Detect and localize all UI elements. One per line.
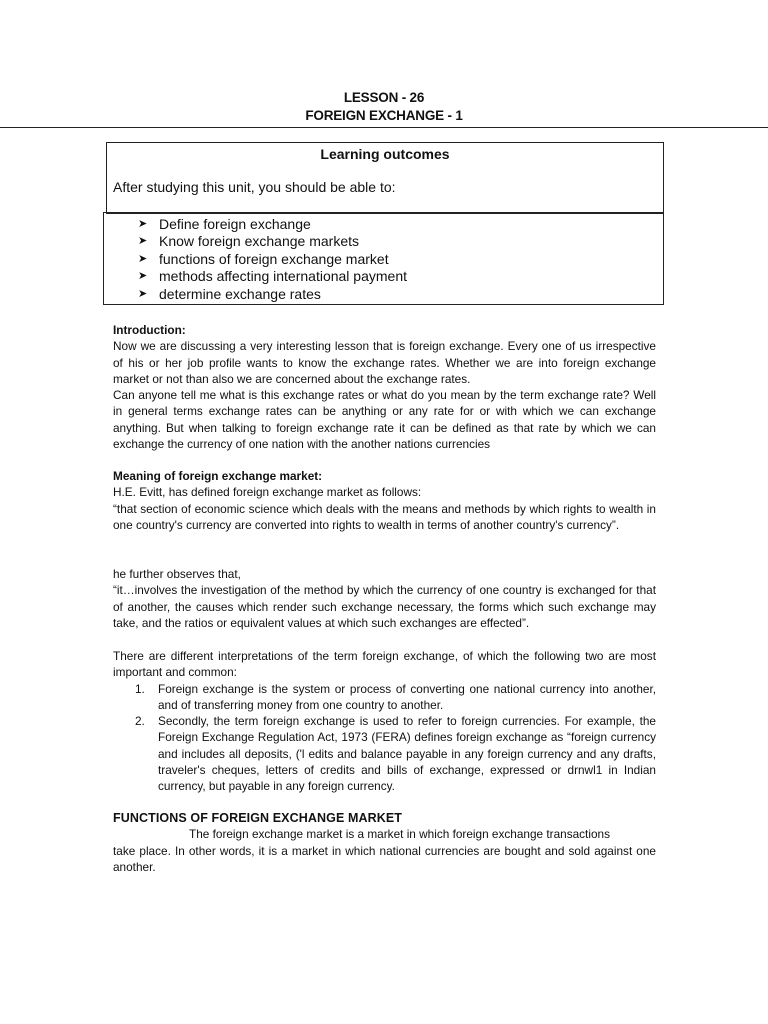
- learning-outcomes-title: Learning outcomes: [320, 146, 450, 162]
- list-item: ➤ Define foreign exchange: [138, 216, 311, 232]
- functions-first-line: The foreign exchange market is a market in which foreign exchange transactions: [189, 827, 610, 842]
- meaning-quote: “that section of economic science which deals with the means and methods by which rights to wealth in one country's currency are converted into rights to wealth in terms of another country's currency”.: [113, 501, 656, 532]
- arrow-bullet-icon: ➤: [138, 218, 148, 230]
- list-item: ➤ determine exchange rates: [138, 285, 321, 302]
- learning-outcomes-box: [106, 142, 664, 214]
- introduction-paragraph-1: Now we are discussing a very interesting lesson that is foreign exchange. Every one of us irrespective of his or her job profile wants to know the exchange rates. Whether we are into foreign exchange market or not than also we are concerned about the exchange rates.: [113, 339, 656, 386]
- learning-outcomes-list-box: [103, 212, 664, 305]
- observes-quote: “it…involves the investigation of the method by which the currency of one country is exchanged for that of another, the causes which render such exchange necessary, the forms which such exchange may take, and the ratios or equivalent values at which such exchanges are effected”.: [113, 583, 656, 630]
- observes-line: he further observes that,: [113, 567, 241, 581]
- learning-outcomes-intro: After studying this unit, you should be able to:: [113, 179, 396, 195]
- observes-section: [113, 566, 656, 631]
- learning-outcomes-list: [138, 216, 407, 303]
- interpretations-intro: There are different interpretations of the term foreign exchange, of which the following two are most important and common:: [113, 649, 656, 680]
- arrow-bullet-icon: ➤: [138, 287, 148, 300]
- functions-heading: FUNCTIONS OF FOREIGN EXCHANGE MARKET: [113, 811, 403, 825]
- meaning-section: [113, 468, 656, 533]
- interpretations-list: [113, 681, 656, 795]
- arrow-bullet-icon: ➤: [138, 235, 148, 248]
- lesson-number: LESSON - 26: [343, 90, 425, 105]
- list-item: ➤ Know foreign exchange markets: [138, 233, 359, 250]
- introduction-paragraph-2: Can anyone tell me what is this exchange rates or what do you mean by the term exchange rate? Well in general terms exchange rates can be anything or any rate for or with which we can exchange anything. But when talking to foreign exchange rate it can be defined as that rate by which we can exchange the currency of one nation with the another nations currencies: [113, 388, 656, 452]
- page-title: FOREIGN EXCHANGE - 1: [305, 108, 463, 123]
- functions-paragraph: take place. In other words, it is a market in which national currencies are bought and sold against one another.: [113, 843, 656, 874]
- list-item: ➤ functions of foreign exchange market: [138, 250, 389, 267]
- meaning-heading: Meaning of foreign exchange market:: [113, 469, 323, 483]
- list-item: 2. Secondly, the term foreign exchange is used to refer to foreign currencies. For example, the Foreign Exchange Regulation Act, 1973 (FERA) defines foreign exchange as “foreign currency and includes all deposits, ('l edits and balance payable in any foreign currency and any drafts, traveler's cheques, letters of credits and bills of exchange, expressed or drnwl1 in Indian currency, but payable in any foreign currency.: [135, 714, 656, 794]
- arrow-bullet-icon: ➤: [138, 270, 148, 283]
- list-item: 1. Foreign exchange is the system or process of converting one national currency into another, and of transferring money from one country to another.: [135, 681, 656, 712]
- arrow-bullet-icon: ➤: [138, 252, 148, 265]
- header-rule: [0, 127, 768, 128]
- functions-section: [113, 810, 656, 875]
- meaning-line: H.E. Evitt, has defined foreign exchange market as follows:: [113, 485, 422, 500]
- list-item: ➤ methods affecting international payment: [138, 268, 408, 285]
- introduction-heading: Introduction:: [113, 323, 186, 337]
- interpretations-section: [113, 648, 656, 795]
- introduction-section: [113, 322, 656, 452]
